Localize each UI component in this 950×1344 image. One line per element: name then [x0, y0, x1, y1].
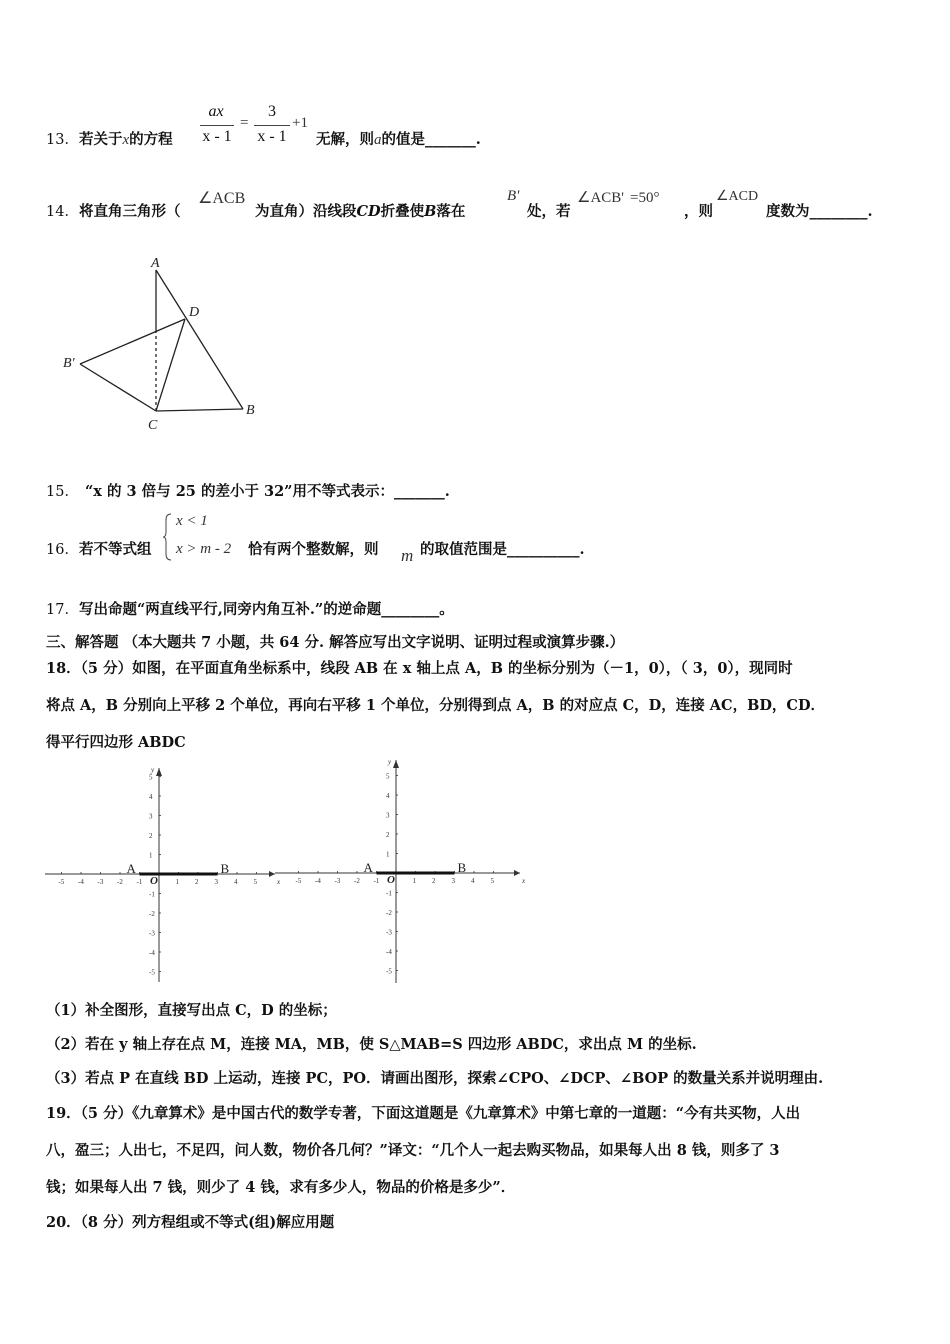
x-axis-arrow-icon [514, 870, 520, 876]
q18-line3: 得平行四边形 ABDC [46, 734, 186, 751]
x-tick-label: -1 [136, 878, 143, 886]
q16-prefix: 若不等式组 [78, 541, 152, 558]
q16-var-m: m [401, 546, 414, 565]
q19-line1: 19．（5 分）《九章算术》是中国古代的数学专著，下面这道题是《九章算术》中第七章的一道题：“今有共买物，人出 [46, 1105, 801, 1122]
q13-equals: = [240, 115, 249, 131]
origin-label: O [387, 874, 395, 886]
q17-text: 写出命题“两直线平行,同旁内角互补.”的逆命题________。 [78, 601, 454, 618]
x-tick-label: 1 [412, 877, 416, 885]
y-tick-label: -1 [149, 890, 155, 899]
q13-frac1-denominator: x - 1 [202, 128, 232, 145]
q18-sub2: （2）若在 y 轴上存在点 M，连接 MA，MB，使 S△MAB=S 四边形 ABDC，求出点 M 的坐标. [46, 1036, 697, 1053]
q14-number: 14． [46, 204, 79, 220]
q17-line [46, 598, 454, 619]
x-tick-label: 3 [214, 878, 218, 886]
x-tick-label: -5 [58, 878, 65, 886]
q13-tail-line [316, 128, 481, 149]
y-tick-label: -5 [149, 968, 155, 977]
q13-frac2-numerator: 3 [268, 103, 276, 120]
point-a-label: A [126, 861, 136, 876]
y-tick-label: 5 [149, 773, 153, 782]
q20-line: 20．（8 分）列方程组或不等式(组)解应用题 [46, 1214, 335, 1231]
q13-plus-one: +1 [292, 115, 308, 131]
q14-eq50: =50° [630, 190, 660, 206]
q13-frac2-denominator: x - 1 [257, 128, 287, 145]
y-tick-label: 2 [386, 831, 390, 839]
q14-text7: 度数为________. [766, 203, 873, 220]
y-tick-label: 3 [386, 811, 390, 820]
y-tick-label: -1 [386, 889, 392, 898]
q16-brace-icon [163, 512, 173, 562]
q16-line [46, 538, 151, 559]
y-tick-label: 1 [386, 850, 390, 859]
q14-angle-acb: ∠ACB [198, 190, 246, 207]
fig-label-c: C [148, 418, 158, 433]
q16-number: 16． [46, 542, 79, 558]
q14-number-line [46, 200, 180, 221]
fig-label-bprime: B′ [63, 356, 75, 371]
fig-line-cd [156, 319, 185, 411]
q18-sub3: （3）若点 P 在直线 BD 上运动，连接 PC，PO．请画出图形，探索∠CPO、∠DCP、∠BOP 的数量关系并说明理由. [46, 1070, 824, 1087]
q13-frac2-bar [254, 125, 290, 126]
x-tick-label: 4 [234, 878, 238, 886]
x-tick-label: -1 [373, 877, 380, 885]
q18-line2: 将点 A，B 分别向上平移 2 个单位，再向右平移 1 个单位，分别得到点 A，B 的对应点 C，D，连接 AC，BD，CD． [46, 697, 826, 714]
q13-number: 13． [46, 132, 79, 148]
q14-angle2: ∠ACB' [577, 190, 624, 206]
fig-label-a: A [151, 256, 160, 271]
x-tick-label: -4 [315, 877, 321, 885]
y-tick-label: 1 [149, 851, 153, 860]
section-3-heading: 三、解答题 （本大题共 7 小题，共 64 分. 解答应写出文字说明、证明过程或演算步骤.） [46, 634, 625, 651]
q19-line3: 钱；如果每人出 7 钱，则少了 4 钱，求有多少人，物品的价格是多少”． [46, 1179, 516, 1196]
x-tick-label: 4 [471, 877, 475, 885]
q14-text6: ，则 [684, 203, 713, 220]
q13-prefix: 若关于 [78, 131, 123, 148]
fig-line-ab [156, 270, 243, 409]
q14-cd: CD [356, 203, 381, 220]
q13-var-a: a [374, 132, 382, 148]
x-tick-label: -3 [97, 878, 104, 886]
fig-line-bprime-c [80, 364, 156, 411]
q15-text: “x 的 3 倍与 25 的差小于 32”用不等式表示：_______. [84, 483, 450, 500]
q15-number: 15． [46, 484, 79, 500]
x-tick-label: -3 [334, 877, 341, 885]
q14-text2: 为直角）沿线段 [255, 203, 357, 220]
y-tick-label: -4 [149, 949, 155, 957]
q14-b: B [424, 203, 437, 220]
q13-mid: 的方程 [129, 131, 173, 148]
q14-text5: 处，若 [527, 203, 571, 220]
y-axis-label: y [151, 766, 155, 774]
q18-sub1: （1）补全图形，直接写出点 C，D 的坐标； [46, 1002, 337, 1019]
y-tick-label: -3 [386, 928, 392, 937]
y-tick-label: -5 [386, 967, 392, 976]
x-tick-label: 1 [175, 878, 179, 886]
q16-inequality-1: x < 1 [176, 513, 208, 529]
point-b-label: B [220, 861, 230, 876]
point-b-label: B [457, 860, 467, 875]
q16-mid: 恰有两个整数解，则 [248, 541, 379, 558]
x-tick-label: 5 [253, 878, 257, 886]
y-axis-arrow-icon [156, 768, 162, 776]
x-tick-label: 3 [451, 877, 455, 885]
y-tick-label: -2 [149, 910, 155, 918]
coordinate-graph-2 [270, 755, 530, 990]
y-tick-label: -2 [386, 909, 392, 917]
x-tick-label: -2 [354, 877, 360, 885]
q14-middle-line [255, 200, 465, 221]
q13-frac1-numerator: ax [208, 103, 224, 120]
q18-line1: 18．（5 分）如图，在平面直角坐标系中，线段 AB 在 x 轴上点 A，B 的坐标分别为（－1，0），（ 3，0），现同时 [46, 660, 793, 677]
q19-line2: 八，盈三；人出七，不足四，问人数，物价各几何？”译文：“几个人一起去购买物品，如果每人出 8 钱，则多了 3 [46, 1142, 780, 1159]
q16-tail: 的取值范围是__________. [420, 541, 585, 558]
q13-var-x: x [122, 132, 130, 148]
y-tick-label: -4 [386, 948, 392, 956]
q14-angle-acd: ∠ACD [716, 189, 759, 204]
fig-label-b: B [246, 403, 255, 418]
q14-angle-acb-prime [577, 188, 659, 207]
y-tick-label: 4 [386, 792, 390, 800]
y-tick-label: 3 [149, 812, 153, 821]
x-tick-label: 2 [432, 877, 436, 885]
y-tick-label: -3 [149, 929, 155, 938]
q14-b-prime: B' [507, 188, 520, 204]
q15-line [46, 480, 450, 501]
origin-label: O [150, 875, 158, 887]
q14-text1: 将直角三角形（ [78, 203, 181, 220]
y-axis-label: y [388, 758, 392, 766]
x-tick-label: -4 [78, 878, 84, 886]
fig-label-d: D [189, 305, 200, 320]
x-axis-label: x [277, 878, 280, 886]
x-tick-label: -5 [295, 877, 302, 885]
y-tick-label: 4 [149, 793, 153, 801]
fig-line-bprime-d [80, 319, 185, 364]
y-axis-arrow-icon [393, 760, 399, 768]
fig-line-cb [156, 409, 243, 411]
q14-text4: 落在 [436, 203, 466, 220]
q14-text3: 折叠使 [380, 203, 425, 220]
q13-post: 无解，则 [316, 131, 374, 148]
q16-inequality-2: x > m - 2 [176, 541, 232, 557]
y-tick-label: 5 [386, 772, 390, 781]
q13-frac1-bar [200, 125, 234, 126]
y-tick-label: 2 [149, 832, 153, 840]
q13-tail: 的值是_______. [381, 131, 481, 148]
q17-number: 17． [46, 602, 79, 618]
x-tick-label: 2 [195, 878, 199, 886]
coordinate-graph-1 [40, 760, 280, 990]
x-axis-label: x [522, 877, 526, 885]
q14-triangle-figure [55, 250, 275, 435]
x-tick-label: -2 [117, 878, 123, 886]
x-tick-label: 5 [490, 877, 494, 885]
q13-line [46, 128, 173, 149]
point-a-label: A [363, 860, 373, 875]
